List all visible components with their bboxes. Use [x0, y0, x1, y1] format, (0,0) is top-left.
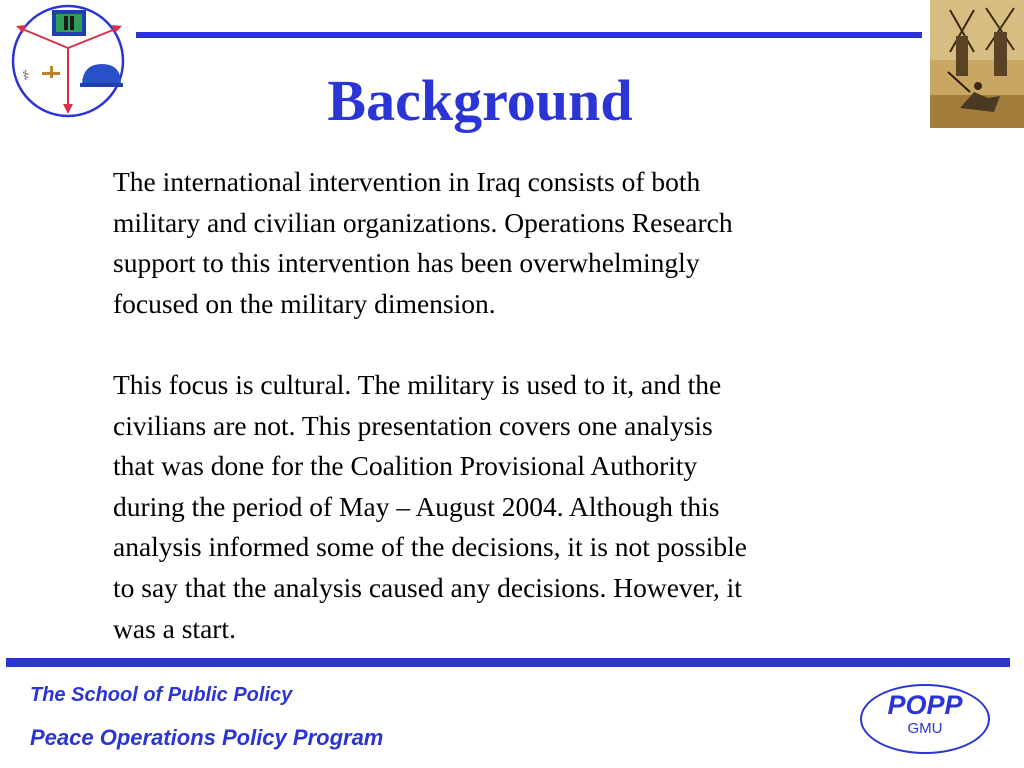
- body-paragraph-1: The international intervention in Iraq consists of both military and civilian organizations. Operations Research support to this intervention has been overwhelmingly focused on the military dimension.: [113, 166, 733, 319]
- slide-body: [113, 162, 913, 649]
- badge-subtitle: GMU: [907, 720, 943, 737]
- popp-gmu-badge: [860, 684, 990, 754]
- badge-title: POPP: [887, 690, 963, 720]
- bottom-rule: [6, 658, 1010, 667]
- top-rule: [136, 32, 922, 38]
- slide-title: Background: [327, 68, 633, 133]
- svg-text:⚕: ⚕: [22, 68, 30, 84]
- footer-program-name: Peace Operations Policy Program: [30, 725, 384, 750]
- body-paragraph-2: This focus is cultural. The military is used to it, and the civilians are not. This presentation covers one analysis that was done for the Coalition Provisional Authority during the period of May – August 2004. Although this analysis informed some of the decisions, it is not possible to say that the analysis caused any decisions. However, it was a start.: [113, 368, 747, 644]
- footer-school-name: The School of Public Policy: [30, 684, 293, 706]
